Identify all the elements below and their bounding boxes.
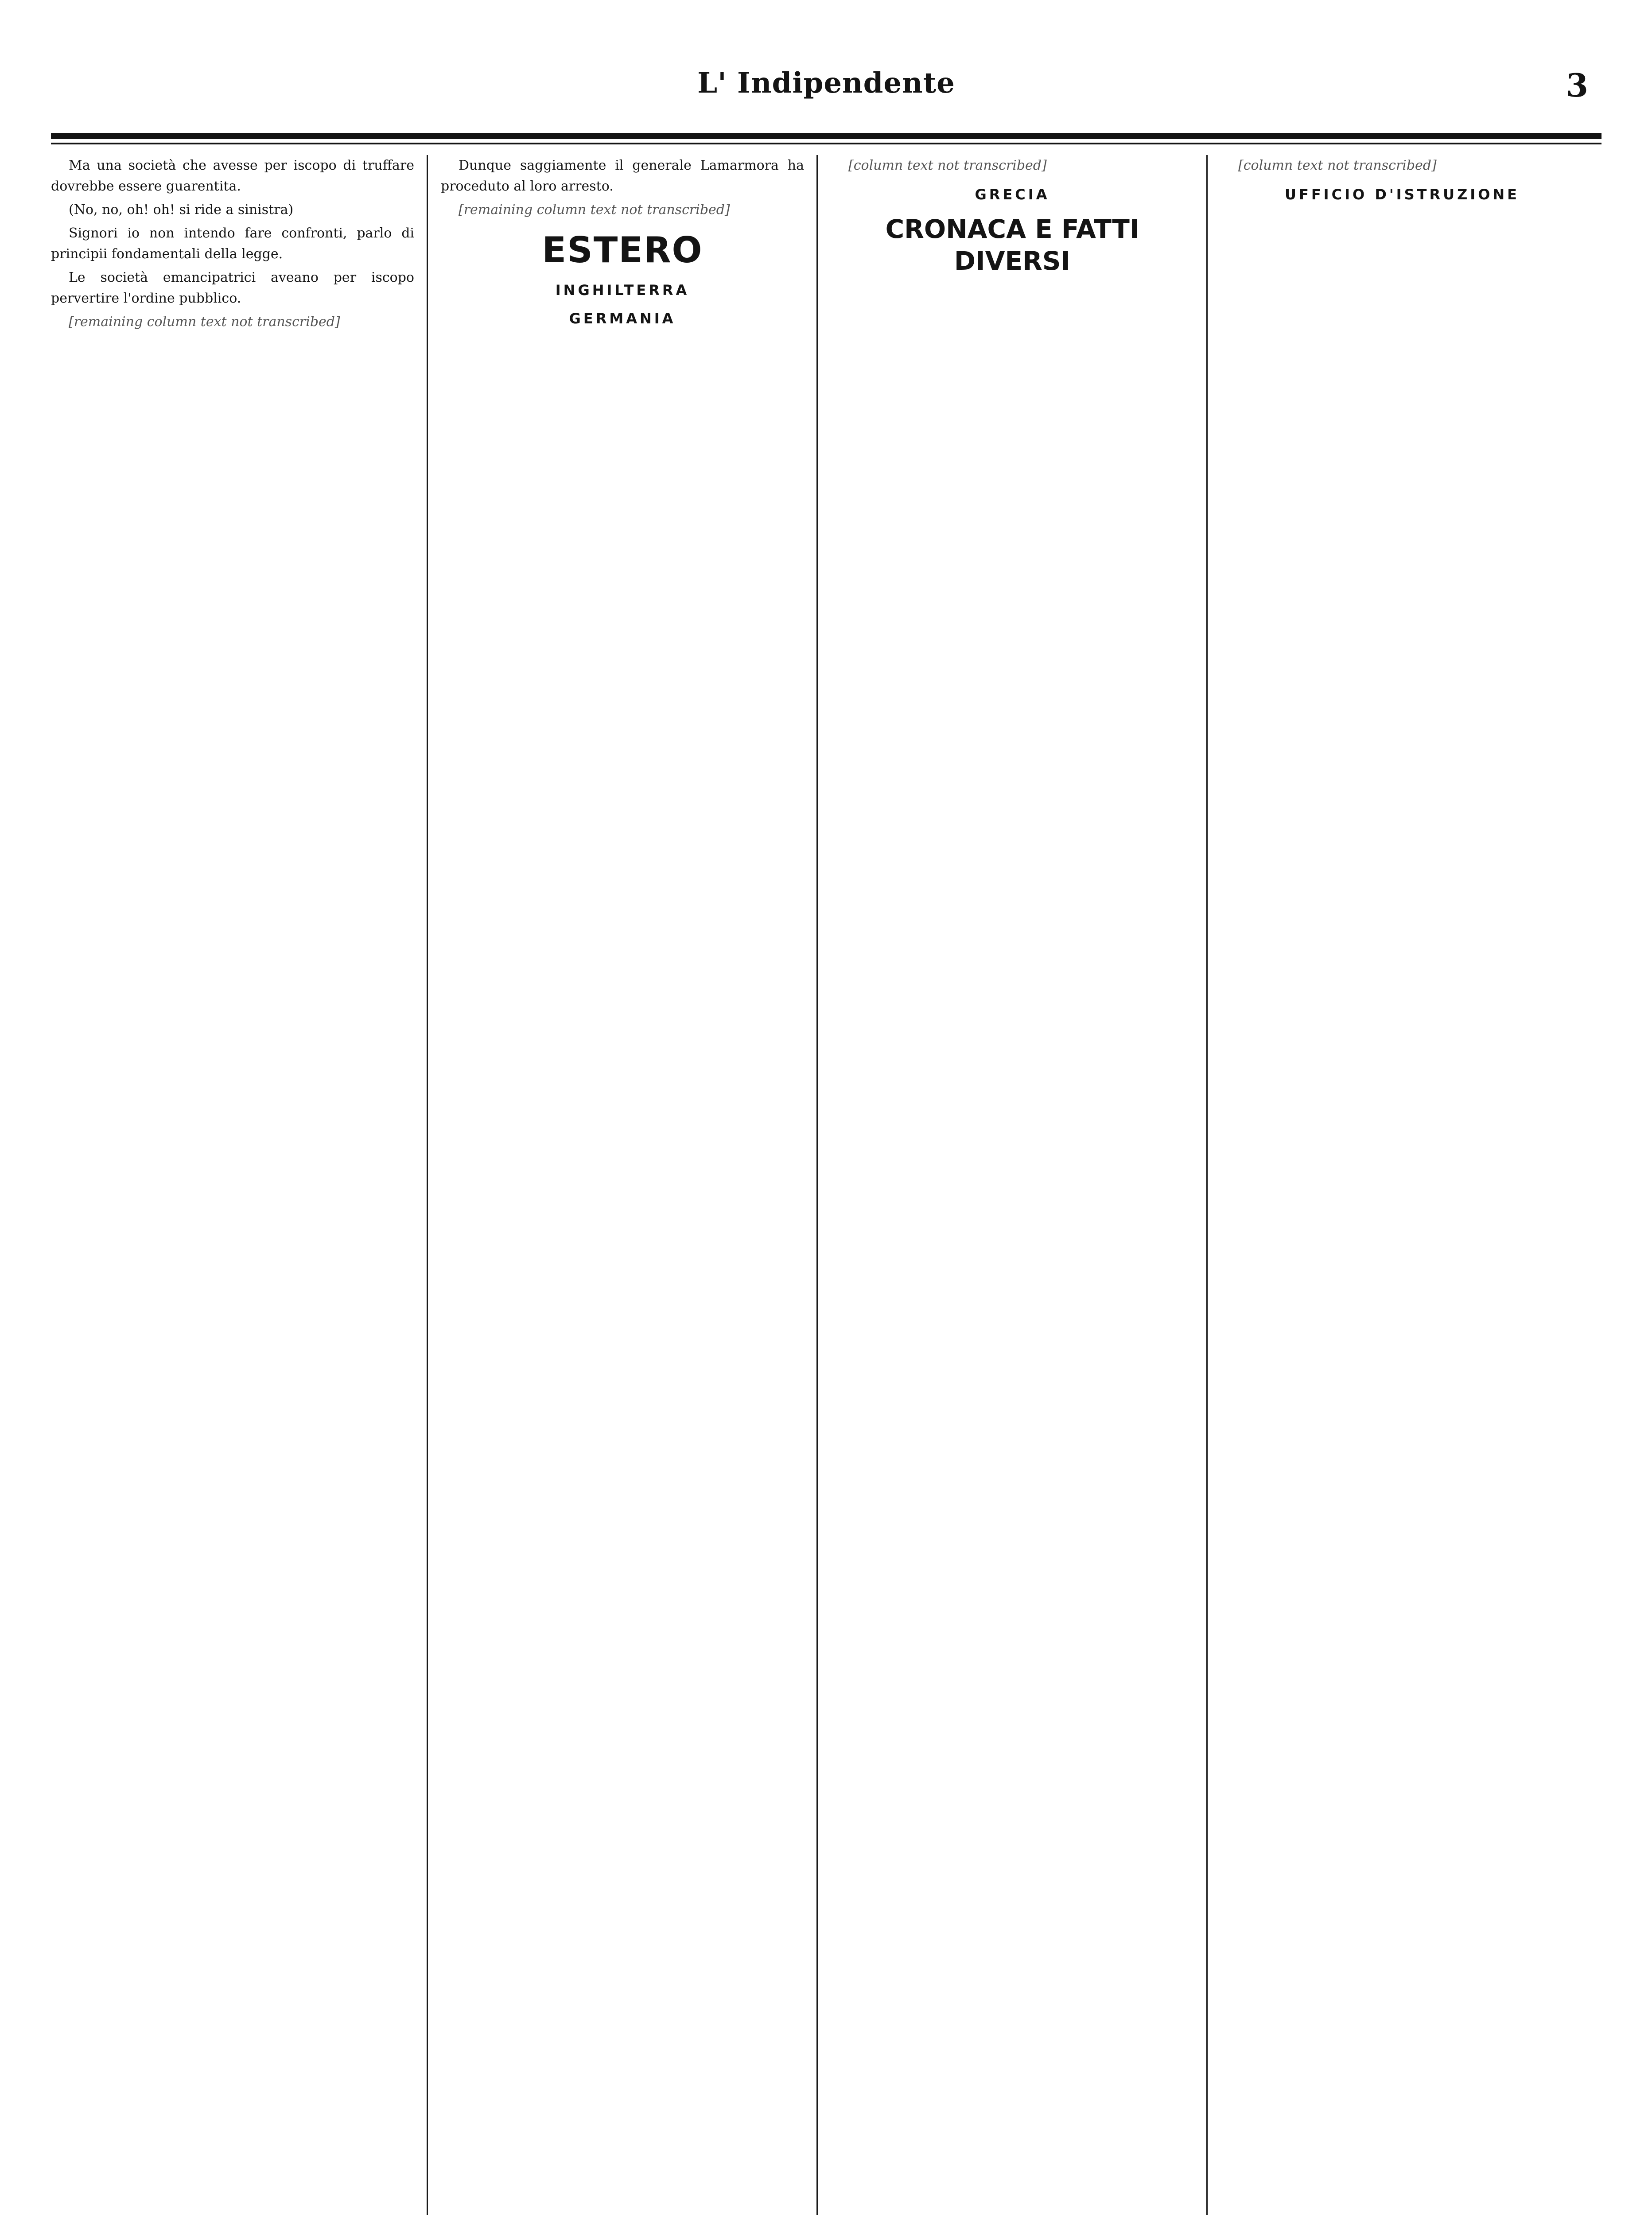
masthead xyxy=(51,53,1601,133)
heading-ufficio: UFFICIO D'ISTRUZIONE xyxy=(1284,186,1520,203)
column-2-placeholder: [remaining column text not transcribed] xyxy=(459,202,730,218)
heading-grecia: GRECIA xyxy=(975,186,1050,203)
heading-germania: GERMANIA xyxy=(569,310,676,327)
column-1-line: Ma una società che avesse per iscopo di truffare dovrebbe essere guarentita. xyxy=(51,158,414,194)
masthead-rule-thick xyxy=(51,133,1601,139)
column-1-line: (No, no, oh! oh! si ride a sinistra) xyxy=(69,202,294,218)
heading-cronaca: CRONACA E FATTI DIVERSI xyxy=(885,214,1139,276)
column-4 xyxy=(1221,155,1584,2215)
column-separator xyxy=(1206,155,1208,2215)
masthead-title: L' Indipendente xyxy=(697,66,955,100)
masthead-rule-thin xyxy=(51,143,1601,144)
column-3-placeholder: [column text not transcribed] xyxy=(848,158,1047,173)
page-number: 3 xyxy=(1566,66,1588,104)
column-1-line: Le società emancipatrici aveano per iscopo pervertire l'ordine pubblico. xyxy=(51,270,414,306)
column-2-line: Dunque saggiamente il generale Lamarmora ha proceduto al loro arresto. xyxy=(441,158,804,194)
column-1 xyxy=(51,155,414,2215)
column-1-placeholder: [remaining column text not transcribed] xyxy=(69,314,340,330)
column-4-placeholder: [column text not transcribed] xyxy=(1238,158,1437,173)
column-1-line: Signori io non intendo fare confronti, parlo di principii fondamentali della legge. xyxy=(51,225,414,262)
heading-estero: ESTERO xyxy=(542,229,703,271)
column-2 xyxy=(441,155,804,2215)
column-separator xyxy=(816,155,818,2215)
column-separator xyxy=(427,155,428,2215)
heading-inghilterra: INGHILTERRA xyxy=(555,282,690,299)
newspaper-page xyxy=(51,53,1601,2215)
column-3 xyxy=(831,155,1194,2215)
